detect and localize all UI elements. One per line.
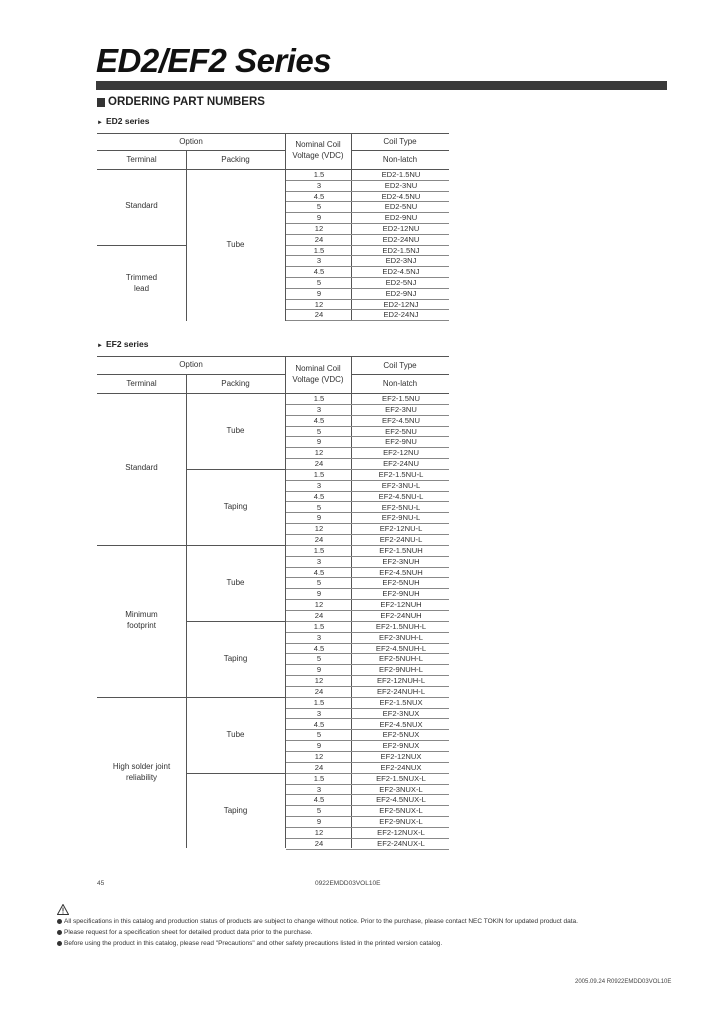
packing-tube-3: Tube [226, 730, 245, 739]
non-latch-header: Non-latch [382, 155, 418, 164]
part-number-cell: EF2-9NUX [382, 741, 420, 751]
voltage-cell: 4.5 [313, 719, 325, 729]
packing-taping-3: Taping [223, 806, 248, 815]
document-id: 2005.09.24 R0922EMDD03VOL10E [575, 979, 672, 985]
part-number-cell: EF2-4.5NUX [379, 719, 423, 729]
voltage-cell: 1.5 [313, 621, 325, 631]
packing-taping-2: Taping [223, 654, 248, 663]
part-number-cell: EF2-5NUX [382, 730, 420, 740]
voltage-cell: 12 [314, 224, 324, 233]
part-number-cell: EF2-1.5NU-L [378, 469, 424, 479]
table-row [286, 235, 449, 246]
voltage-cell: 5 [316, 278, 322, 287]
voltage-cell: 24 [314, 535, 324, 545]
voltage-cell: 24 [314, 686, 324, 696]
table-row [286, 256, 449, 267]
ef2-table [97, 356, 449, 848]
table-row [286, 181, 449, 192]
voltage-cell: 5 [316, 578, 322, 588]
bullet-icon [57, 941, 62, 946]
table-row [286, 774, 449, 785]
part-number-cell: ED2-9NJ [385, 288, 417, 298]
bullet-icon [57, 919, 62, 924]
part-number-cell: ED2-4.5NJ [382, 267, 420, 277]
part-number-cell: EF2-12NUH-L [376, 676, 426, 686]
voltage-cell: 24 [314, 459, 324, 469]
table-row [286, 676, 449, 687]
square-bullet-icon [97, 98, 105, 107]
table-row [286, 267, 449, 278]
table-row [286, 535, 449, 546]
terminal-standard: Standard [125, 201, 158, 210]
voltage-cell: 1.5 [313, 697, 325, 707]
table-row [286, 720, 449, 731]
part-number-cell: EF2-12NU [383, 448, 419, 458]
part-number-cell: EF2-9NU-L [381, 513, 421, 523]
ed2-series-label [97, 116, 149, 126]
title-rule [96, 81, 667, 90]
table-row [286, 405, 449, 416]
voltage-cell: 4.5 [313, 795, 325, 805]
table-row [286, 741, 449, 752]
table-row [286, 524, 449, 535]
voltage-cell: 3 [316, 556, 322, 566]
part-number-cell: ED2-5NU [384, 202, 418, 212]
part-number-cell: EF2-24NUH-L [376, 686, 426, 696]
table-row [286, 310, 449, 321]
voltage-cell: 9 [316, 817, 322, 827]
voltage-cell: 9 [316, 513, 322, 523]
part-number-cell: ED2-1.5NU [381, 170, 421, 179]
voltage-cell: 1.5 [313, 170, 325, 179]
terminal-standard: Standard [125, 463, 158, 472]
part-number-cell: ED2-12NJ [383, 299, 419, 309]
packing-tube-1: Tube [226, 426, 245, 435]
voltage-cell: 9 [316, 589, 322, 599]
packing-header: Packing [221, 379, 250, 388]
nominal-voltage-header: Nominal Coil Voltage (VDC) [292, 364, 344, 384]
part-number-cell: EF2-3NUX [382, 708, 420, 718]
table-row [286, 795, 449, 806]
table-row [286, 611, 449, 622]
voltage-cell: 1.5 [313, 469, 325, 479]
part-number-cell: ED2-4.5NU [381, 191, 421, 201]
part-number-cell: ED2-24NU [382, 234, 420, 244]
part-number-cell: ED2-5NJ [385, 278, 417, 287]
ed2-table [97, 133, 449, 321]
coil-type-header: Coil Type [383, 361, 417, 370]
part-number-cell: ED2-12NU [382, 224, 420, 233]
voltage-cell: 24 [314, 611, 324, 620]
voltage-cell: 24 [314, 762, 324, 772]
section-heading [97, 96, 265, 108]
part-number-cell: EF2-12NUH [380, 600, 422, 610]
terminal-header: Terminal [126, 379, 157, 388]
table-row [286, 213, 449, 224]
table-row [286, 806, 449, 817]
ef2-series-label [97, 339, 148, 349]
part-number-cell: EF2-5NUH-L [379, 654, 423, 664]
voltage-cell: 12 [314, 448, 324, 458]
part-number-cell: EF2-3NU-L [381, 480, 421, 490]
ef2-series-text: EF2 series [105, 339, 149, 349]
part-number-cell: EF2-9NUH-L [379, 665, 423, 675]
voltage-cell: 12 [314, 676, 324, 686]
part-number-cell: EF2-24NU-L [379, 535, 423, 545]
part-number-cell: EF2-12NUX-L [377, 828, 425, 837]
voltage-cell: 4.5 [313, 267, 325, 277]
coil-type-header: Coil Type [383, 137, 417, 146]
note-3: Before using the product in this catalog, please read "Precautions" and other safety precautions listed in the printed version catalog. [57, 940, 442, 947]
part-number-cell: EF2-9NUX-L [379, 817, 423, 827]
triangle-bullet-icon: ► [97, 120, 103, 126]
voltage-cell: 1.5 [313, 245, 325, 255]
page-number: 45 [97, 880, 105, 887]
part-number-cell: EF2-5NU-L [381, 502, 421, 512]
part-number-cell: EF2-1.5NUX [379, 697, 423, 707]
table-row [286, 578, 449, 589]
table-row [286, 224, 449, 235]
voltage-cell: 9 [316, 288, 322, 298]
part-number-cell: EF2-3NUH [382, 556, 420, 566]
part-number-cell: EF2-12NUX [380, 752, 422, 762]
voltage-cell: 9 [316, 437, 322, 447]
table-row [286, 437, 449, 448]
voltage-cell: 24 [314, 234, 324, 244]
voltage-cell: 9 [316, 665, 322, 675]
section-heading-text: ORDERING PART NUMBERS [108, 96, 265, 108]
bullet-icon [57, 930, 62, 935]
part-number-cell: EF2-5NUH [382, 578, 420, 588]
voltage-cell: 12 [314, 299, 324, 309]
voltage-cell: 24 [314, 310, 324, 320]
option-header: Option [179, 360, 203, 369]
terminal-header: Terminal [126, 155, 157, 164]
voltage-cell: 3 [316, 708, 322, 718]
part-number-cell: EF2-1.5NUH [379, 545, 423, 555]
part-number-cell: EF2-24NUH [380, 611, 422, 620]
non-latch-header: Non-latch [382, 379, 418, 388]
voltage-cell: 5 [316, 654, 322, 664]
voltage-cell: 4.5 [313, 567, 325, 577]
voltage-cell: 5 [316, 426, 322, 436]
part-number-cell: EF2-1.5NUH-L [375, 621, 427, 631]
table-row [286, 698, 449, 709]
table-row [286, 817, 449, 828]
table-row [286, 557, 449, 568]
table-row [286, 503, 449, 514]
table-row [286, 568, 449, 579]
table-row [286, 589, 449, 600]
table-row [286, 394, 449, 405]
part-number-cell: EF2-9NUH [382, 589, 420, 599]
voltage-cell: 5 [316, 502, 322, 512]
voltage-cell: 1.5 [313, 394, 325, 403]
table-row [286, 470, 449, 481]
voltage-cell: 3 [316, 180, 322, 190]
note-2: Please request for a specification sheet for detailed product data prior to the purchase. [57, 929, 313, 936]
warning-icon [57, 904, 69, 915]
voltage-cell: 4.5 [313, 643, 325, 653]
voltage-cell: 1.5 [313, 545, 325, 555]
part-number-cell: EF2-4.5NU-L [378, 491, 424, 501]
part-number-cell: ED2-3NU [384, 180, 418, 190]
voltage-cell: 12 [314, 524, 324, 534]
packing-tube-2: Tube [226, 578, 245, 587]
part-number-cell: EF2-9NU [385, 437, 417, 447]
table-row [286, 687, 449, 698]
table-row [286, 600, 449, 611]
table-row [286, 785, 449, 796]
table-row [286, 513, 449, 524]
part-number-cell: EF2-4.5NUH-L [375, 643, 427, 653]
table-row [286, 416, 449, 427]
part-number-cell: ED2-3NJ [385, 256, 417, 266]
voltage-cell: 12 [314, 828, 324, 837]
table-row [286, 546, 449, 557]
packing-tube: Tube [226, 240, 245, 249]
voltage-cell: 3 [316, 256, 322, 266]
table-row [286, 644, 449, 655]
part-number-cell: EF2-5NU [385, 426, 417, 436]
voltage-cell: 9 [316, 213, 322, 223]
ed2-series-text: ED2 series [105, 116, 150, 126]
part-number-cell: EF2-1.5NUX-L [376, 773, 426, 783]
table-row [286, 202, 449, 213]
table-row [286, 246, 449, 257]
table-row [286, 289, 449, 300]
voltage-cell: 5 [316, 202, 322, 212]
part-number-cell: ED2-1.5NJ [382, 245, 420, 255]
part-number-cell: EF2-24NUX-L [377, 838, 425, 848]
table-row [286, 481, 449, 492]
note-1: All specifications in this catalog and production status of products are subject to change without notice. Prior to the purchase, please contact NEC TOKIN for updated product data. [57, 918, 578, 925]
voltage-cell: 12 [314, 600, 324, 610]
voltage-cell: 3 [316, 480, 322, 490]
terminal-high-solder-joint: High solder joint reliability [112, 762, 171, 782]
voltage-cell: 12 [314, 752, 324, 762]
voltage-cell: 3 [316, 632, 322, 642]
table-row [286, 448, 449, 459]
option-header: Option [179, 137, 203, 146]
voltage-cell: 4.5 [313, 415, 325, 425]
part-number-cell: EF2-4.5NUH [379, 567, 423, 577]
catalog-code: 0922EMDD03VOL10E [315, 880, 381, 887]
part-number-cell: EF2-3NU [385, 404, 417, 414]
table-row [286, 752, 449, 763]
table-row [286, 665, 449, 676]
table-row [286, 828, 449, 839]
voltage-cell: 4.5 [313, 491, 325, 501]
part-number-cell: EF2-24NUX [380, 762, 422, 772]
table-row [286, 654, 449, 665]
packing-taping-1: Taping [223, 502, 248, 511]
table-row [286, 839, 449, 850]
table-row [286, 170, 449, 181]
terminal-minimum-footprint: Minimum footprint [125, 610, 158, 630]
voltage-cell: 9 [316, 741, 322, 751]
part-number-cell: EF2-4.5NU [382, 415, 420, 425]
table-row [286, 709, 449, 720]
part-number-cell: EF2-24NU [383, 459, 419, 469]
table-row [286, 427, 449, 438]
part-number-cell: ED2-9NU [384, 213, 418, 223]
voltage-cell: 4.5 [313, 191, 325, 201]
page-title: ED2/EF2 Series [96, 42, 332, 79]
table-row [286, 459, 449, 470]
triangle-bullet-icon: ► [97, 343, 103, 349]
voltage-cell: 3 [316, 784, 322, 794]
part-number-cell: EF2-12NU-L [379, 524, 423, 534]
part-number-cell: EF2-4.5NUX-L [376, 795, 426, 805]
voltage-cell: 3 [316, 404, 322, 414]
packing-header: Packing [221, 155, 250, 164]
part-number-cell: EF2-3NUX-L [379, 784, 423, 794]
voltage-cell: 5 [316, 806, 322, 816]
table-row [286, 622, 449, 633]
part-number-cell: EF2-5NUX-L [379, 806, 423, 816]
table-row [286, 492, 449, 503]
table-row [286, 763, 449, 774]
table-row [286, 300, 449, 311]
table-row [286, 730, 449, 741]
table-row [286, 192, 449, 203]
voltage-cell: 24 [314, 838, 324, 848]
table-row [286, 278, 449, 289]
part-number-cell: ED2-24NJ [383, 310, 419, 320]
part-number-cell: EF2-1.5NU [382, 394, 420, 403]
part-number-cell: EF2-3NUH-L [379, 632, 423, 642]
voltage-cell: 1.5 [313, 773, 325, 783]
voltage-cell: 5 [316, 730, 322, 740]
terminal-trimmed-lead: Trimmed lead [125, 273, 158, 293]
nominal-voltage-header: Nominal Coil Voltage (VDC) [292, 140, 344, 160]
table-row [286, 633, 449, 644]
